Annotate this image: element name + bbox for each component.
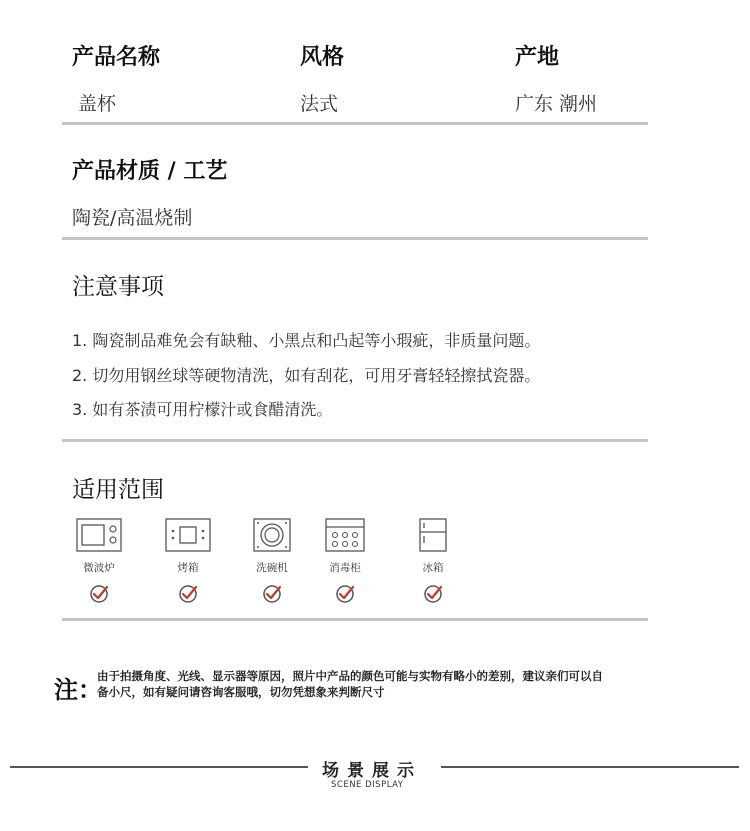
check-icon xyxy=(423,584,443,604)
origin-label: 产地 xyxy=(515,45,560,70)
appliance-label: 冰箱 xyxy=(422,562,444,574)
appliance-fridge xyxy=(398,518,468,608)
disclaimer-prefix: 注： xyxy=(54,676,102,704)
check-icon xyxy=(335,584,355,604)
notes-title: 注意事项 xyxy=(72,274,164,300)
sterilizer-icon xyxy=(322,518,368,552)
product-name-value: 盖杯 xyxy=(78,93,117,115)
microwave-icon xyxy=(76,518,122,552)
fridge-icon xyxy=(410,518,456,552)
appliance-label: 烤箱 xyxy=(177,562,199,574)
check-icon xyxy=(262,584,282,604)
appliance-label: 微波炉 xyxy=(83,562,115,574)
disclaimer-line: 由于拍摄角度、光线、显示器等原因，照片中产品的颜色可能与实物有略小的差别，建议亲们可以自 xyxy=(97,669,603,683)
oven-icon xyxy=(165,518,211,552)
divider xyxy=(62,439,648,442)
appliance-label: 消毒柜 xyxy=(329,562,361,574)
divider xyxy=(62,237,648,240)
check-icon xyxy=(178,584,198,604)
scene-rule-right xyxy=(441,766,739,768)
product-name-label: 产品名称 xyxy=(72,45,161,70)
usage-title: 适用范围 xyxy=(72,477,164,503)
style-label: 风格 xyxy=(300,45,345,70)
style-value: 法式 xyxy=(300,93,339,115)
appliance-label: 洗碗机 xyxy=(256,562,288,574)
divider xyxy=(62,122,648,125)
disclaimer-line: 备小尺，如有疑问请咨询客服哦，切勿凭想象来判断尺寸 xyxy=(97,685,385,699)
material-label: 产品材质 / 工艺 xyxy=(72,159,228,184)
note-item: 3. 如有茶渍可用柠檬汁或食醋清洗。 xyxy=(72,400,333,419)
origin-value: 广东 潮州 xyxy=(515,93,598,115)
appliance-sterilizer xyxy=(310,518,380,608)
check-icon xyxy=(89,584,109,604)
appliance-dishwasher xyxy=(237,518,307,608)
appliance-microwave xyxy=(64,518,134,608)
note-item: 1. 陶瓷制品难免会有缺釉、小黑点和凸起等小瑕疵，非质量问题。 xyxy=(72,331,541,350)
note-item: 2. 切勿用钢丝球等硬物清洗，如有刮花，可用牙膏轻轻擦拭瓷器。 xyxy=(72,366,541,385)
scene-title: 场景展示 xyxy=(322,761,422,781)
dishwasher-icon xyxy=(249,518,295,552)
divider xyxy=(62,618,648,621)
material-value: 陶瓷/高温烧制 xyxy=(72,207,193,229)
scene-subtitle: SCENE DISPLAY xyxy=(331,780,404,790)
appliance-oven xyxy=(153,518,223,608)
scene-rule-left xyxy=(10,766,308,768)
